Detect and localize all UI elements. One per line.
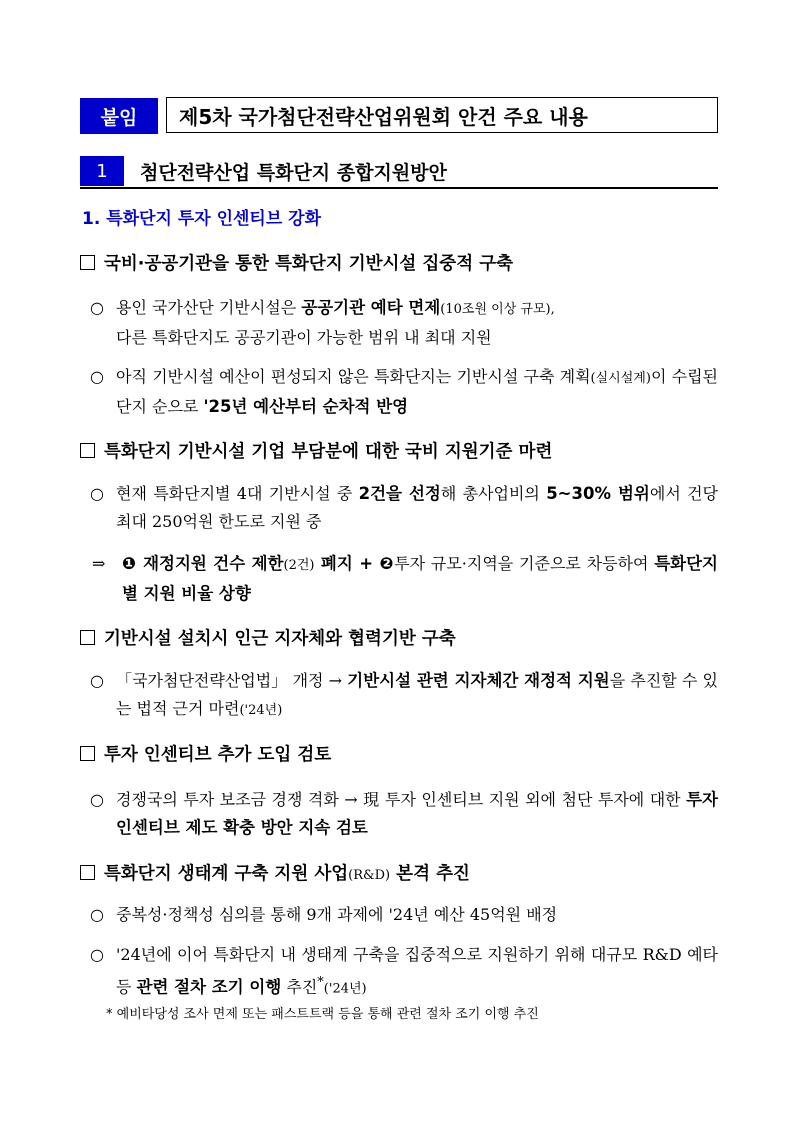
section-title: 첨단전략산업 특화단지 종합지원방안 <box>140 162 447 184</box>
item-text: '24년에 이어 특화단지 내 생태계 구축을 집중적으로 지원하기 위해 대규모 R&D 예타 등 <box>116 945 718 997</box>
bullet-circle-icon: ○ <box>90 484 104 503</box>
item-note: ('24년) <box>239 703 283 718</box>
footnote-marker: * <box>317 975 324 990</box>
bullet-circle-icon: ○ <box>90 367 104 386</box>
list-item <box>90 363 718 421</box>
checkbox-square-icon <box>80 865 95 880</box>
item-text: 투자 규모·지역을 기준으로 차등하여 <box>394 554 655 573</box>
section-divider <box>80 187 718 189</box>
heading-text: 투자 인센티브 추가 도입 검토 <box>104 745 332 765</box>
item-emphasis: 폐지 <box>314 554 353 573</box>
bullet-circle-icon: ○ <box>90 298 104 317</box>
checkbox-square-icon <box>80 255 95 270</box>
item-text: 경쟁국의 투자 보조금 경쟁 격화 → 現 투자 인센티브 지원 외에 첨단 투자에 대한 <box>116 790 687 809</box>
item-emphasis: '25년 예산부터 순차적 반영 <box>203 397 409 416</box>
item-emphasis: ❶ 재정지원 건수 제한 <box>122 554 284 573</box>
document-title <box>166 97 718 133</box>
bullet-circle-icon: ○ <box>90 790 104 809</box>
item-text: 아직 기반시설 예산이 편성되지 않은 특화단지는 기반시설 구축 계획 <box>116 367 591 386</box>
heading-text: 특화단지 생태계 구축 지원 사업 <box>104 864 349 884</box>
item-emphasis: 공공기관 예타 면제 <box>301 298 441 317</box>
block-heading-3 <box>80 625 456 650</box>
heading-text: 특화단지 기반시설 기업 부담분에 대한 국비 지원기준 마련 <box>104 442 553 462</box>
list-item <box>90 480 718 536</box>
heading-text: 본격 추진 <box>390 864 470 884</box>
bullet-circle-icon: ○ <box>90 905 104 924</box>
attachment-badge: 붙임 <box>80 98 158 134</box>
subheading: 1. 특화단지 투자 인센티브 강화 <box>82 209 322 229</box>
item-emphasis: 기반시설 관련 지자체간 재정적 지원 <box>347 671 610 690</box>
list-item <box>90 667 718 725</box>
section-number: 1 <box>80 156 124 186</box>
item-text: 용인 국가산단 기반시설은 <box>116 298 302 317</box>
heading-note: (R&D) <box>348 868 391 883</box>
heading-text: 국비·공공기관을 통한 특화단지 기반시설 집중적 구축 <box>104 254 514 274</box>
item-text: 이 수립된 단지 순으로 <box>116 367 718 416</box>
checkbox-square-icon <box>80 630 95 645</box>
item-text: 에서 건당 최대 250억원 한도로 지원 중 <box>116 484 718 531</box>
list-item-arrow <box>92 550 718 608</box>
checkbox-square-icon <box>80 746 95 761</box>
item-text: 현재 특화단지별 4대 기반시설 중 <box>116 484 359 503</box>
block-heading-4 <box>80 741 331 766</box>
item-text: 을 추진할 수 있는 법적 근거 마련 <box>116 671 719 718</box>
footnote: * 예비타당성 조사 면제 또는 패스트트랙 등을 통해 관련 절차 조기 이행 추진 <box>106 1007 539 1022</box>
block-heading-2 <box>80 438 552 463</box>
list-item <box>90 941 718 1003</box>
bullet-circle-icon: ○ <box>90 671 104 690</box>
item-text: 해 총사업비의 <box>440 484 547 503</box>
block-heading-1 <box>80 250 513 275</box>
item-emphasis: 5~30% 범위 <box>546 484 650 503</box>
list-item <box>90 294 718 352</box>
item-note: (실시설계) <box>590 371 651 386</box>
list-item <box>90 786 718 842</box>
item-emphasis: 2건을 선정 <box>358 484 441 503</box>
item-emphasis: 특화단지별 지원 비율 상향 <box>122 554 718 603</box>
item-text: 다른 특화단지도 공공기관이 가능한 범위 내 최대 지원 <box>116 328 492 347</box>
block-heading-5 <box>80 860 470 885</box>
item-text: 「국가첨단전략산업법」 개정 → <box>116 671 348 690</box>
item-note: ('24년) <box>323 981 367 997</box>
heading-text: 기반시설 설치시 인근 지자체와 협력기반 구축 <box>104 629 456 649</box>
item-emphasis: 관련 절차 조기 이행 <box>136 977 282 997</box>
item-text: 중복성·정책성 심의를 통해 9개 과제에 '24년 예산 45억원 배정 <box>116 905 558 924</box>
bullet-circle-icon: ○ <box>90 945 104 964</box>
double-arrow-icon: ⇒ <box>92 554 106 573</box>
item-emphasis: 투자 인센티브 제도 확충 방안 지속 검토 <box>116 790 718 837</box>
checkbox-square-icon <box>80 443 95 458</box>
item-note: (2건) <box>283 558 315 573</box>
list-item <box>90 901 718 929</box>
item-text: 추진 <box>281 977 318 997</box>
item-note: (10조원 이상 규모), <box>440 302 555 317</box>
title-text: 제5차 국가첨단전략산업위원회 안건 주요 내용 <box>179 104 588 129</box>
item-emphasis: + ❷ <box>352 554 395 573</box>
